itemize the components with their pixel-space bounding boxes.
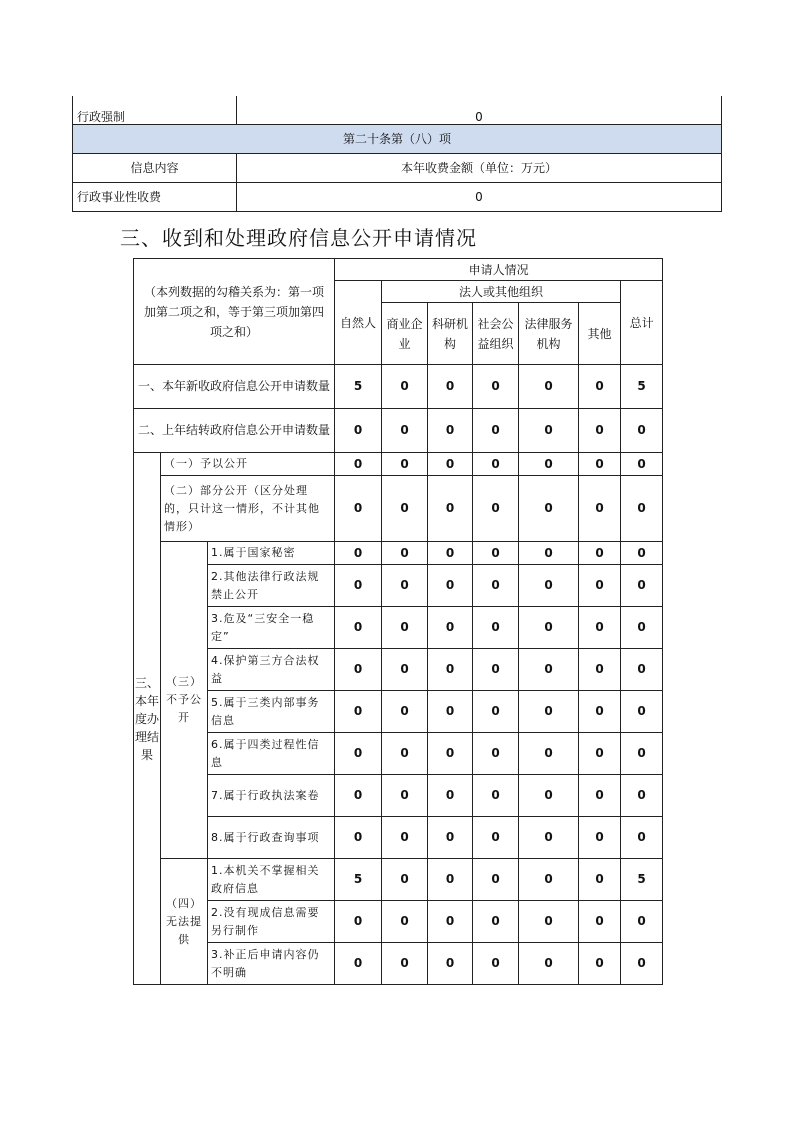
cell-value: 0 bbox=[621, 607, 663, 649]
cell-value: 0 bbox=[428, 775, 473, 817]
cell-value: 5 bbox=[335, 365, 382, 409]
legal-header: 法人或其他组织 bbox=[382, 281, 621, 303]
cell-value: 0 bbox=[579, 476, 621, 542]
table-row bbox=[134, 733, 663, 775]
cell-value: 0 bbox=[621, 691, 663, 733]
table-row bbox=[134, 607, 663, 649]
table-row bbox=[134, 453, 663, 476]
cell-value: 0 bbox=[579, 607, 621, 649]
row-label: 8.属于行政查询事项 bbox=[208, 817, 335, 859]
table-row bbox=[73, 154, 722, 183]
row-value: 0 bbox=[237, 183, 722, 212]
cell-value: 0 bbox=[519, 542, 579, 565]
cell-value: 0 bbox=[519, 691, 579, 733]
cell-value: 0 bbox=[428, 409, 473, 453]
cell-value: 0 bbox=[382, 476, 428, 542]
table-row bbox=[134, 817, 663, 859]
cell-value: 0 bbox=[621, 565, 663, 607]
row-label: 二、上年结转政府信息公开申请数量 bbox=[134, 409, 335, 453]
col-total: 总计 bbox=[621, 281, 663, 365]
cell-value: 0 bbox=[382, 365, 428, 409]
cell-value: 0 bbox=[335, 607, 382, 649]
cell-value: 0 bbox=[428, 817, 473, 859]
row-label: 4.保护第三方合法权益 bbox=[208, 649, 335, 691]
cell-value: 0 bbox=[382, 409, 428, 453]
table-row bbox=[134, 691, 663, 733]
cell-value: 0 bbox=[335, 733, 382, 775]
table-note: （本列数据的勾稽关系为：第一项加第二项之和，等于第三项加第四项之和） bbox=[134, 259, 335, 365]
col-legal-service: 法律服务机构 bbox=[519, 303, 579, 365]
cell-value: 0 bbox=[382, 775, 428, 817]
row-label: 一、本年新收政府信息公开申请数量 bbox=[134, 365, 335, 409]
group-cannot: （四）无法提供 bbox=[161, 859, 208, 985]
table-row bbox=[134, 409, 663, 453]
cell-value: 0 bbox=[519, 733, 579, 775]
row-label: 3.补正后申请内容仍不明确 bbox=[208, 943, 335, 985]
cell-value: 0 bbox=[428, 453, 473, 476]
cell-value: 0 bbox=[519, 943, 579, 985]
cell-value: 0 bbox=[382, 859, 428, 901]
row-label: 信息内容 bbox=[73, 154, 237, 183]
cell-value: 0 bbox=[473, 901, 519, 943]
cell-value: 0 bbox=[382, 607, 428, 649]
row-label: （一）予以公开 bbox=[161, 453, 335, 476]
cell-value: 0 bbox=[428, 476, 473, 542]
cell-value: 0 bbox=[382, 649, 428, 691]
row-label: 行政事业性收费 bbox=[73, 183, 237, 212]
cell-value: 0 bbox=[382, 901, 428, 943]
cell-value: 0 bbox=[621, 733, 663, 775]
cell-value: 0 bbox=[621, 542, 663, 565]
section-row bbox=[73, 125, 722, 154]
cell-value: 0 bbox=[335, 943, 382, 985]
cell-value: 0 bbox=[335, 901, 382, 943]
cell-value: 0 bbox=[428, 565, 473, 607]
cell-value: 0 bbox=[579, 943, 621, 985]
table-row bbox=[134, 649, 663, 691]
cell-value: 0 bbox=[382, 453, 428, 476]
cell-value: 0 bbox=[335, 476, 382, 542]
row-label: 2.其他法律行政法规禁止公开 bbox=[208, 565, 335, 607]
row-label: 7.属于行政执法案卷 bbox=[208, 775, 335, 817]
col-business: 商业企业 bbox=[382, 303, 428, 365]
cell-value: 0 bbox=[428, 901, 473, 943]
cell-value: 0 bbox=[335, 565, 382, 607]
cell-value: 0 bbox=[473, 409, 519, 453]
table-row bbox=[134, 859, 663, 901]
cell-value: 0 bbox=[579, 365, 621, 409]
table-row bbox=[134, 901, 663, 943]
cell-value: 0 bbox=[579, 859, 621, 901]
row-label: 1.本机关不掌握相关政府信息 bbox=[208, 859, 335, 901]
cell-value: 0 bbox=[579, 409, 621, 453]
cell-value: 0 bbox=[621, 901, 663, 943]
cell-value: 0 bbox=[579, 565, 621, 607]
table-row bbox=[73, 183, 722, 212]
section-title: 第二十条第（八）项 bbox=[73, 125, 722, 154]
cell-value: 0 bbox=[335, 542, 382, 565]
cell-value: 0 bbox=[335, 691, 382, 733]
row-label: 5.属于三类内部事务信息 bbox=[208, 691, 335, 733]
cell-value: 0 bbox=[382, 817, 428, 859]
cell-value: 0 bbox=[473, 453, 519, 476]
group-result: 三、本年度办理结果 bbox=[134, 453, 161, 985]
table-row bbox=[134, 542, 663, 565]
cell-value: 0 bbox=[519, 649, 579, 691]
cell-value: 0 bbox=[579, 901, 621, 943]
cell-value: 0 bbox=[579, 733, 621, 775]
cell-value: 0 bbox=[579, 453, 621, 476]
cell-value: 0 bbox=[621, 649, 663, 691]
cell-value: 0 bbox=[335, 649, 382, 691]
row-label: 行政强制 bbox=[73, 96, 237, 125]
cell-value: 0 bbox=[473, 607, 519, 649]
table-row bbox=[73, 96, 722, 125]
cell-value: 0 bbox=[382, 943, 428, 985]
applicant-header: 申请人情况 bbox=[335, 259, 663, 281]
cell-value: 0 bbox=[621, 775, 663, 817]
row-label: 2.没有现成信息需要另行制作 bbox=[208, 901, 335, 943]
cell-value: 0 bbox=[519, 817, 579, 859]
cell-value: 0 bbox=[382, 691, 428, 733]
cell-value: 0 bbox=[473, 859, 519, 901]
cell-value: 5 bbox=[621, 859, 663, 901]
cell-value: 0 bbox=[519, 859, 579, 901]
cell-value: 0 bbox=[621, 817, 663, 859]
cell-value: 0 bbox=[621, 453, 663, 476]
cell-value: 0 bbox=[579, 817, 621, 859]
cell-value: 5 bbox=[335, 859, 382, 901]
table-row bbox=[134, 565, 663, 607]
table-row bbox=[134, 476, 663, 542]
col-research: 科研机构 bbox=[428, 303, 473, 365]
cell-value: 0 bbox=[519, 409, 579, 453]
cell-value: 0 bbox=[473, 943, 519, 985]
cell-value: 0 bbox=[519, 365, 579, 409]
row-label: （二）部分公开（区分处理的，只计这一情形，不计其他情形） bbox=[161, 476, 335, 542]
table-row bbox=[134, 365, 663, 409]
col-other: 其他 bbox=[579, 303, 621, 365]
cell-value: 0 bbox=[473, 365, 519, 409]
cell-value: 0 bbox=[428, 365, 473, 409]
cell-value: 0 bbox=[621, 943, 663, 985]
cell-value: 0 bbox=[382, 733, 428, 775]
fee-table bbox=[72, 96, 722, 212]
applications-table bbox=[133, 258, 663, 985]
cell-value: 0 bbox=[473, 649, 519, 691]
cell-value: 0 bbox=[519, 775, 579, 817]
cell-value: 0 bbox=[621, 409, 663, 453]
cell-value: 0 bbox=[335, 453, 382, 476]
cell-value: 0 bbox=[382, 542, 428, 565]
cell-value: 0 bbox=[473, 542, 519, 565]
cell-value: 0 bbox=[473, 691, 519, 733]
cell-value: 0 bbox=[428, 691, 473, 733]
table-row bbox=[134, 775, 663, 817]
header-row bbox=[134, 259, 663, 281]
cell-value: 0 bbox=[519, 901, 579, 943]
cell-value: 0 bbox=[428, 943, 473, 985]
cell-value: 0 bbox=[579, 649, 621, 691]
cell-value: 0 bbox=[579, 542, 621, 565]
cell-value: 0 bbox=[335, 775, 382, 817]
cell-value: 0 bbox=[428, 649, 473, 691]
cell-value: 5 bbox=[621, 365, 663, 409]
cell-value: 0 bbox=[335, 409, 382, 453]
row-value: 0 bbox=[237, 96, 722, 125]
row-label: 6.属于四类过程性信息 bbox=[208, 733, 335, 775]
col-natural-person: 自然人 bbox=[335, 281, 382, 365]
cell-value: 0 bbox=[473, 817, 519, 859]
cell-value: 0 bbox=[519, 453, 579, 476]
cell-value: 0 bbox=[428, 542, 473, 565]
cell-value: 0 bbox=[579, 775, 621, 817]
row-label: 1.属于国家秘密 bbox=[208, 542, 335, 565]
cell-value: 0 bbox=[335, 817, 382, 859]
cell-value: 0 bbox=[519, 476, 579, 542]
row-label: 3.危及“三安全一稳定” bbox=[208, 607, 335, 649]
col-public-welfare: 社会公益组织 bbox=[473, 303, 519, 365]
cell-value: 0 bbox=[428, 733, 473, 775]
group-not-open: （三）不予公开 bbox=[161, 542, 208, 859]
cell-value: 0 bbox=[519, 565, 579, 607]
table-row bbox=[134, 943, 663, 985]
cell-value: 0 bbox=[473, 476, 519, 542]
row-value: 本年收费金额（单位：万元） bbox=[237, 154, 722, 183]
cell-value: 0 bbox=[579, 691, 621, 733]
cell-value: 0 bbox=[473, 565, 519, 607]
cell-value: 0 bbox=[473, 775, 519, 817]
cell-value: 0 bbox=[473, 733, 519, 775]
section-heading: 三、收到和处理政府信息公开申请情况 bbox=[120, 226, 477, 250]
cell-value: 0 bbox=[382, 565, 428, 607]
cell-value: 0 bbox=[621, 476, 663, 542]
cell-value: 0 bbox=[428, 859, 473, 901]
cell-value: 0 bbox=[428, 607, 473, 649]
cell-value: 0 bbox=[519, 607, 579, 649]
